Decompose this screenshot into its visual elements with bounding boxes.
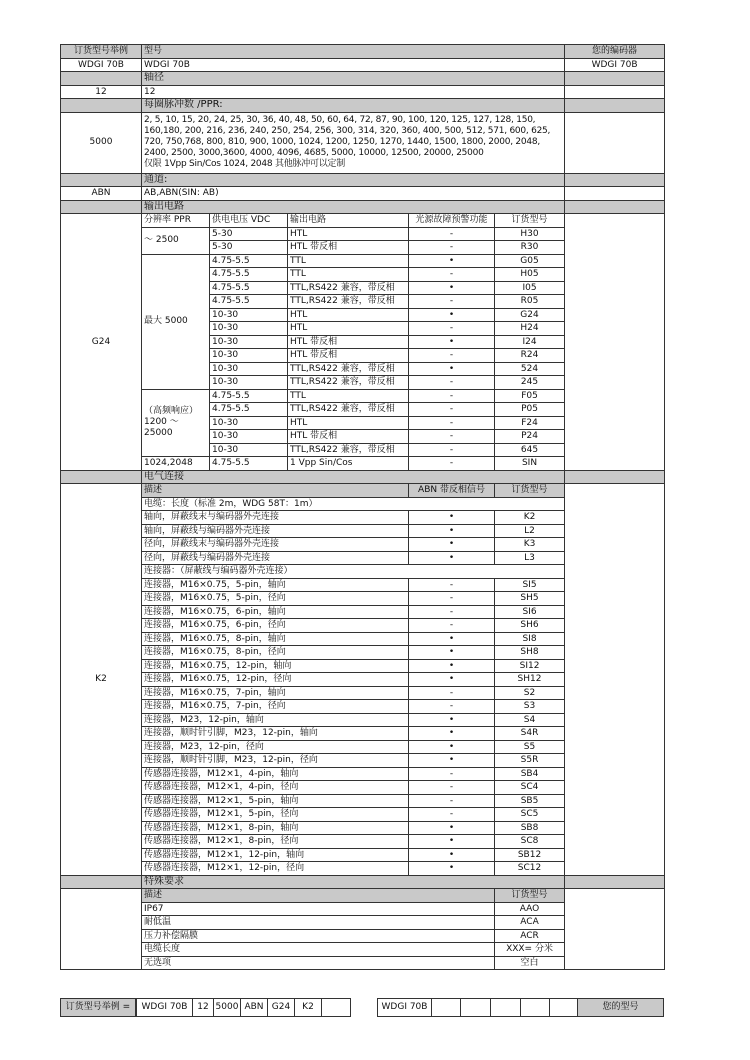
output-col-header: 供电电压 VDC bbox=[210, 214, 288, 228]
order-code: SC5 bbox=[495, 808, 565, 822]
light-fault-warning: - bbox=[409, 416, 495, 430]
order-code: K2 bbox=[495, 511, 565, 525]
output-circuit: HTL bbox=[288, 416, 409, 430]
abn-inverted: - bbox=[409, 808, 495, 822]
abn-inverted: - bbox=[409, 578, 495, 592]
order-code: ACA bbox=[495, 916, 565, 930]
order-code: I24 bbox=[495, 335, 565, 349]
order-code: 空白 bbox=[495, 956, 565, 970]
abn-inverted: • bbox=[409, 632, 495, 646]
abn-inverted: • bbox=[409, 713, 495, 727]
abn-inverted: • bbox=[409, 646, 495, 660]
abn-inverted: - bbox=[409, 781, 495, 795]
supply-voltage: 4.75-5.5 bbox=[210, 268, 288, 282]
ppr-line: 仅限 1Vpp Sin/Cos 1024, 2048 其他脉冲可以定制 bbox=[144, 159, 345, 169]
output-circuit: TTL,RS422 兼容，带反相 bbox=[288, 281, 409, 295]
light-fault-warning: • bbox=[409, 308, 495, 322]
section-title-electrical: 电气连接 bbox=[142, 470, 565, 484]
light-fault-warning: - bbox=[409, 430, 495, 444]
light-fault-warning: • bbox=[409, 335, 495, 349]
resolution-group: ～ 2500 bbox=[142, 227, 210, 254]
example-shaft: 12 bbox=[61, 85, 142, 99]
footer-example-cell: K2 bbox=[294, 998, 322, 1017]
order-code: S4R bbox=[495, 727, 565, 741]
order-code: H05 bbox=[495, 268, 565, 282]
table-row bbox=[61, 85, 665, 99]
section-title-ppr: 每圈脉冲数 /PPR: bbox=[142, 99, 565, 113]
connection-description: 轴向，屏蔽线末与编码器外壳连接 bbox=[142, 511, 409, 525]
order-code: SH6 bbox=[495, 619, 565, 633]
cell bbox=[61, 99, 142, 113]
electrical-subheading: 电缆：长度（标准 2m，WDG 58T：1m） bbox=[142, 497, 565, 511]
cell bbox=[565, 875, 665, 889]
header-row bbox=[61, 45, 665, 59]
supply-voltage: 10-30 bbox=[210, 430, 288, 444]
cell bbox=[61, 875, 142, 889]
order-code: H24 bbox=[495, 322, 565, 336]
order-code: SC12 bbox=[495, 862, 565, 876]
connection-description: 连接器，M23，12-pin，轴向 bbox=[142, 713, 409, 727]
order-code: ACR bbox=[495, 929, 565, 943]
cell bbox=[61, 200, 142, 214]
order-code: SI8 bbox=[495, 632, 565, 646]
supply-voltage: 10-30 bbox=[210, 322, 288, 336]
supply-voltage: 5-30 bbox=[210, 227, 288, 241]
electrical-subheading: 连接器：（屏蔽线与编码器外壳连接） bbox=[142, 565, 565, 579]
special-description: 压力补偿隔膜 bbox=[142, 929, 495, 943]
footer-example-label: 订货型号举例 = bbox=[60, 998, 136, 1017]
supply-voltage: 10-30 bbox=[210, 362, 288, 376]
electrical-header-row bbox=[61, 484, 665, 498]
light-fault-warning: - bbox=[409, 376, 495, 390]
ppr-line: 2400, 2500, 3000,3600, 4000, 4096, 4685, 5000, 10000, 12500, 20000, 25000 bbox=[144, 148, 484, 158]
order-code: K3 bbox=[495, 538, 565, 552]
light-fault-warning: - bbox=[409, 389, 495, 403]
light-fault-warning: - bbox=[409, 295, 495, 309]
connection-description: 连接器，M16×0.75，6-pin，径向 bbox=[142, 619, 409, 633]
light-fault-warning: • bbox=[409, 254, 495, 268]
output-circuit: HTL 带反相 bbox=[288, 241, 409, 255]
electrical-col-header: 订货型号 bbox=[495, 484, 565, 498]
connection-description: 轴向，屏蔽线与编码器外壳连接 bbox=[142, 524, 409, 538]
table-row bbox=[61, 187, 665, 201]
connection-description: 连接器，M16×0.75，5-pin，径向 bbox=[142, 592, 409, 606]
footer-your-model-cell[interactable] bbox=[490, 998, 521, 1017]
supply-voltage: 4.75-5.5 bbox=[210, 403, 288, 417]
ppr-line: 2, 5, 10, 15, 20, 24, 25, 30, 36, 40, 48, 50, 60, 64, 72, 87, 90, 100, 120, 125, 127, 128, 150, bbox=[144, 115, 536, 125]
table-row bbox=[61, 112, 665, 173]
footer-your-model-cell[interactable] bbox=[549, 998, 578, 1017]
footer-example-cell: G24 bbox=[267, 998, 295, 1017]
order-code: R05 bbox=[495, 295, 565, 309]
footer-your-model-cell[interactable] bbox=[460, 998, 491, 1017]
light-fault-warning: • bbox=[409, 362, 495, 376]
cell bbox=[565, 200, 665, 214]
light-fault-warning: - bbox=[409, 322, 495, 336]
ppr-list bbox=[142, 112, 565, 173]
connection-description: 连接器，M16×0.75，6-pin，轴向 bbox=[142, 605, 409, 619]
supply-voltage: 10-30 bbox=[210, 335, 288, 349]
connection-description: 连接器，M16×0.75，8-pin，轴向 bbox=[142, 632, 409, 646]
cell bbox=[565, 112, 665, 173]
order-code: S3 bbox=[495, 700, 565, 714]
abn-inverted: • bbox=[409, 821, 495, 835]
order-code: I05 bbox=[495, 281, 565, 295]
light-fault-warning: - bbox=[409, 349, 495, 363]
abn-inverted: • bbox=[409, 511, 495, 525]
light-fault-warning: - bbox=[409, 268, 495, 282]
order-code: R30 bbox=[495, 241, 565, 255]
supply-voltage: 5-30 bbox=[210, 241, 288, 255]
connection-description: 传感器连接器，M12×1，8-pin，径向 bbox=[142, 835, 409, 849]
cell bbox=[565, 214, 665, 471]
abn-inverted: • bbox=[409, 659, 495, 673]
output-circuit: TTL,RS422 兼容，带反相 bbox=[288, 376, 409, 390]
cell bbox=[61, 470, 142, 484]
footer-your-model-cell[interactable] bbox=[431, 998, 461, 1017]
abn-inverted: • bbox=[409, 524, 495, 538]
order-code: F24 bbox=[495, 416, 565, 430]
your-model: WDGI 70B bbox=[565, 58, 665, 72]
order-code: L3 bbox=[495, 551, 565, 565]
ppr-line: 720, 750,768, 800, 810, 900, 1000, 1024, 1200, 1250, 1270, 1440, 1500, 1800, 2000, 2048, bbox=[144, 137, 540, 147]
ppr-line: 160,180, 200, 216, 236, 240, 250, 254, 256, 300, 314, 320, 360, 400, 500, 512, 571, 600, 625, bbox=[144, 126, 551, 136]
connection-description: 传感器连接器，M12×1，4-pin，径向 bbox=[142, 781, 409, 795]
connection-description: 传感器连接器，M12×1，8-pin，轴向 bbox=[142, 821, 409, 835]
connection-description: 传感器连接器，M12×1，4-pin，轴向 bbox=[142, 767, 409, 781]
order-code: AAO bbox=[495, 902, 565, 916]
cell bbox=[565, 484, 665, 876]
light-fault-warning: - bbox=[409, 443, 495, 457]
section-row bbox=[61, 99, 665, 113]
channel-value: AB,ABN(SIN: AB) bbox=[142, 187, 565, 201]
special-description: 电缆长度 bbox=[142, 943, 495, 957]
example-output: G24 bbox=[61, 214, 142, 471]
order-code-sheet bbox=[60, 44, 664, 970]
connection-description: 连接器，顺时针引脚，M23，12-pin，径向 bbox=[142, 754, 409, 768]
output-circuit: TTL bbox=[288, 254, 409, 268]
connection-description: 连接器，M16×0.75，7-pin，径向 bbox=[142, 700, 409, 714]
order-code: S2 bbox=[495, 686, 565, 700]
light-fault-warning: - bbox=[409, 457, 495, 471]
abn-inverted: • bbox=[409, 835, 495, 849]
order-code: SI12 bbox=[495, 659, 565, 673]
output-circuit: TTL,RS422 兼容，带反相 bbox=[288, 403, 409, 417]
model-value: WDGI 70B bbox=[142, 58, 565, 72]
abn-inverted: • bbox=[409, 754, 495, 768]
light-fault-warning: • bbox=[409, 281, 495, 295]
supply-voltage: 4.75-5.5 bbox=[210, 254, 288, 268]
connection-description: 连接器，顺时针引脚，M23，12-pin，轴向 bbox=[142, 727, 409, 741]
section-title-shaft: 轴径 bbox=[142, 72, 565, 86]
supply-voltage: 10-30 bbox=[210, 443, 288, 457]
footer-example-cell: 12 bbox=[192, 998, 214, 1017]
cell bbox=[565, 187, 665, 201]
special-description: 无选项 bbox=[142, 956, 495, 970]
abn-inverted: - bbox=[409, 605, 495, 619]
abn-inverted: • bbox=[409, 740, 495, 754]
order-code-table bbox=[60, 44, 665, 970]
abn-inverted: - bbox=[409, 686, 495, 700]
output-circuit: HTL 带反相 bbox=[288, 335, 409, 349]
col-your-encoder: 您的编码器 bbox=[565, 45, 665, 59]
order-code: SB4 bbox=[495, 767, 565, 781]
cell bbox=[565, 173, 665, 187]
order-code: 245 bbox=[495, 376, 565, 390]
footer-your-model-label: 您的型号 bbox=[577, 998, 664, 1017]
connection-description: 连接器，M16×0.75，5-pin，轴向 bbox=[142, 578, 409, 592]
supply-voltage: 10-30 bbox=[210, 308, 288, 322]
section-title-channel: 通道: bbox=[142, 173, 565, 187]
abn-inverted: • bbox=[409, 538, 495, 552]
col-order-example: 订货型号举例 bbox=[61, 45, 142, 59]
order-code: L2 bbox=[495, 524, 565, 538]
order-code: H30 bbox=[495, 227, 565, 241]
resolution-group: （高频响应） 1200 ～ 25000 bbox=[142, 389, 210, 457]
output-circuit: TTL,RS422 兼容，带反相 bbox=[288, 362, 409, 376]
connection-description: 径向，屏蔽线末与编码器外壳连接 bbox=[142, 538, 409, 552]
order-code: S4 bbox=[495, 713, 565, 727]
special-description: 耐低温 bbox=[142, 916, 495, 930]
order-code: SH5 bbox=[495, 592, 565, 606]
connection-description: 径向，屏蔽线与编码器外壳连接 bbox=[142, 551, 409, 565]
cell bbox=[61, 72, 142, 86]
output-circuit: 1 Vpp Sin/Cos bbox=[288, 457, 409, 471]
footer-example-cell: ABN bbox=[240, 998, 268, 1017]
output-circuit: TTL,RS422 兼容，带反相 bbox=[288, 295, 409, 309]
footer-example-cell: WDGI 70B bbox=[136, 998, 193, 1017]
footer-example-cell: 5000 bbox=[213, 998, 241, 1017]
abn-inverted: • bbox=[409, 848, 495, 862]
connection-description: 传感器连接器，M12×1，12-pin，径向 bbox=[142, 862, 409, 876]
supply-voltage: 4.75-5.5 bbox=[210, 295, 288, 309]
output-circuit: TTL bbox=[288, 268, 409, 282]
order-code: SB12 bbox=[495, 848, 565, 862]
example-channel: ABN bbox=[61, 187, 142, 201]
connection-description: 传感器连接器，M12×1，12-pin，轴向 bbox=[142, 848, 409, 862]
section-title-special: 特殊要求 bbox=[142, 875, 565, 889]
order-code: P05 bbox=[495, 403, 565, 417]
abn-inverted: • bbox=[409, 551, 495, 565]
supply-voltage: 10-30 bbox=[210, 416, 288, 430]
connection-description: 传感器连接器，M12×1，5-pin，径向 bbox=[142, 808, 409, 822]
supply-voltage: 10-30 bbox=[210, 376, 288, 390]
output-circuit: HTL bbox=[288, 322, 409, 336]
order-code: SB5 bbox=[495, 794, 565, 808]
abn-inverted: • bbox=[409, 727, 495, 741]
section-row bbox=[61, 470, 665, 484]
order-code: G05 bbox=[495, 254, 565, 268]
order-code: SIN bbox=[495, 457, 565, 471]
connection-description: 连接器，M16×0.75，12-pin，轴向 bbox=[142, 659, 409, 673]
output-circuit: HTL 带反相 bbox=[288, 430, 409, 444]
order-code: F05 bbox=[495, 389, 565, 403]
special-description: IP67 bbox=[142, 902, 495, 916]
supply-voltage: 4.75-5.5 bbox=[210, 281, 288, 295]
cell bbox=[61, 889, 142, 970]
model-row bbox=[61, 58, 665, 72]
col-model: 型号 bbox=[142, 45, 565, 59]
special-col-header: 描述 bbox=[142, 889, 495, 903]
light-fault-warning: - bbox=[409, 227, 495, 241]
shaft-value: 12 bbox=[142, 85, 565, 99]
order-code: S5 bbox=[495, 740, 565, 754]
section-title-output: 输出电路 bbox=[142, 200, 565, 214]
cell bbox=[565, 99, 665, 113]
order-code: XXX= 分米 bbox=[495, 943, 565, 957]
abn-inverted: - bbox=[409, 700, 495, 714]
section-row bbox=[61, 72, 665, 86]
connection-description: 连接器，M16×0.75，8-pin，径向 bbox=[142, 646, 409, 660]
example-ppr: 5000 bbox=[61, 112, 142, 173]
order-code: 645 bbox=[495, 443, 565, 457]
order-code: SB8 bbox=[495, 821, 565, 835]
order-code: S5R bbox=[495, 754, 565, 768]
output-col-header: 分辨率 PPR bbox=[142, 214, 210, 228]
section-row bbox=[61, 173, 665, 187]
section-row bbox=[61, 875, 665, 889]
electrical-col-header: 描述 bbox=[142, 484, 409, 498]
cell bbox=[565, 72, 665, 86]
resolution-group: 最大 5000 bbox=[142, 254, 210, 389]
order-code: SH8 bbox=[495, 646, 565, 660]
light-fault-warning: - bbox=[409, 403, 495, 417]
abn-inverted: • bbox=[409, 862, 495, 876]
output-circuit: HTL bbox=[288, 308, 409, 322]
order-code: R24 bbox=[495, 349, 565, 363]
electrical-col-header: ABN 带反相信号 bbox=[409, 484, 495, 498]
order-code: SC4 bbox=[495, 781, 565, 795]
connection-description: 传感器连接器，M12×1，5-pin，轴向 bbox=[142, 794, 409, 808]
order-code: SC8 bbox=[495, 835, 565, 849]
example-electrical: K2 bbox=[61, 484, 142, 876]
order-code: 524 bbox=[495, 362, 565, 376]
abn-inverted: - bbox=[409, 592, 495, 606]
order-code: P24 bbox=[495, 430, 565, 444]
example-model: WDGI 70B bbox=[61, 58, 142, 72]
special-header-row bbox=[61, 889, 665, 903]
cell bbox=[565, 470, 665, 484]
order-code: G24 bbox=[495, 308, 565, 322]
connection-description: 连接器，M23，12-pin，径向 bbox=[142, 740, 409, 754]
output-circuit: TTL,RS422 兼容，带反相 bbox=[288, 443, 409, 457]
light-fault-warning: - bbox=[409, 241, 495, 255]
resolution-group: 1024,2048 bbox=[142, 457, 210, 471]
order-code: SH12 bbox=[495, 673, 565, 687]
output-header-row bbox=[61, 214, 665, 228]
output-circuit: TTL bbox=[288, 389, 409, 403]
abn-inverted: - bbox=[409, 767, 495, 781]
output-col-header: 光源故障预警功能 bbox=[409, 214, 495, 228]
output-circuit: HTL bbox=[288, 227, 409, 241]
supply-voltage: 10-30 bbox=[210, 349, 288, 363]
cell bbox=[565, 889, 665, 970]
abn-inverted: - bbox=[409, 794, 495, 808]
cell bbox=[61, 173, 142, 187]
connection-description: 连接器，M16×0.75，7-pin，轴向 bbox=[142, 686, 409, 700]
supply-voltage: 4.75-5.5 bbox=[210, 457, 288, 471]
output-col-header: 输出电路 bbox=[288, 214, 409, 228]
order-code: SI6 bbox=[495, 605, 565, 619]
footer-your-model-first: WDGI 70B bbox=[377, 998, 432, 1017]
cell bbox=[565, 85, 665, 99]
section-row bbox=[61, 200, 665, 214]
abn-inverted: • bbox=[409, 673, 495, 687]
output-col-header: 订货型号 bbox=[495, 214, 565, 228]
footer-example-cell bbox=[321, 998, 351, 1017]
connection-description: 连接器，M16×0.75，12-pin，径向 bbox=[142, 673, 409, 687]
supply-voltage: 4.75-5.5 bbox=[210, 389, 288, 403]
footer-your-model-cell[interactable] bbox=[520, 998, 550, 1017]
special-col-header: 订货型号 bbox=[495, 889, 565, 903]
abn-inverted: - bbox=[409, 619, 495, 633]
order-code: SI5 bbox=[495, 578, 565, 592]
output-circuit: HTL 带反相 bbox=[288, 349, 409, 363]
